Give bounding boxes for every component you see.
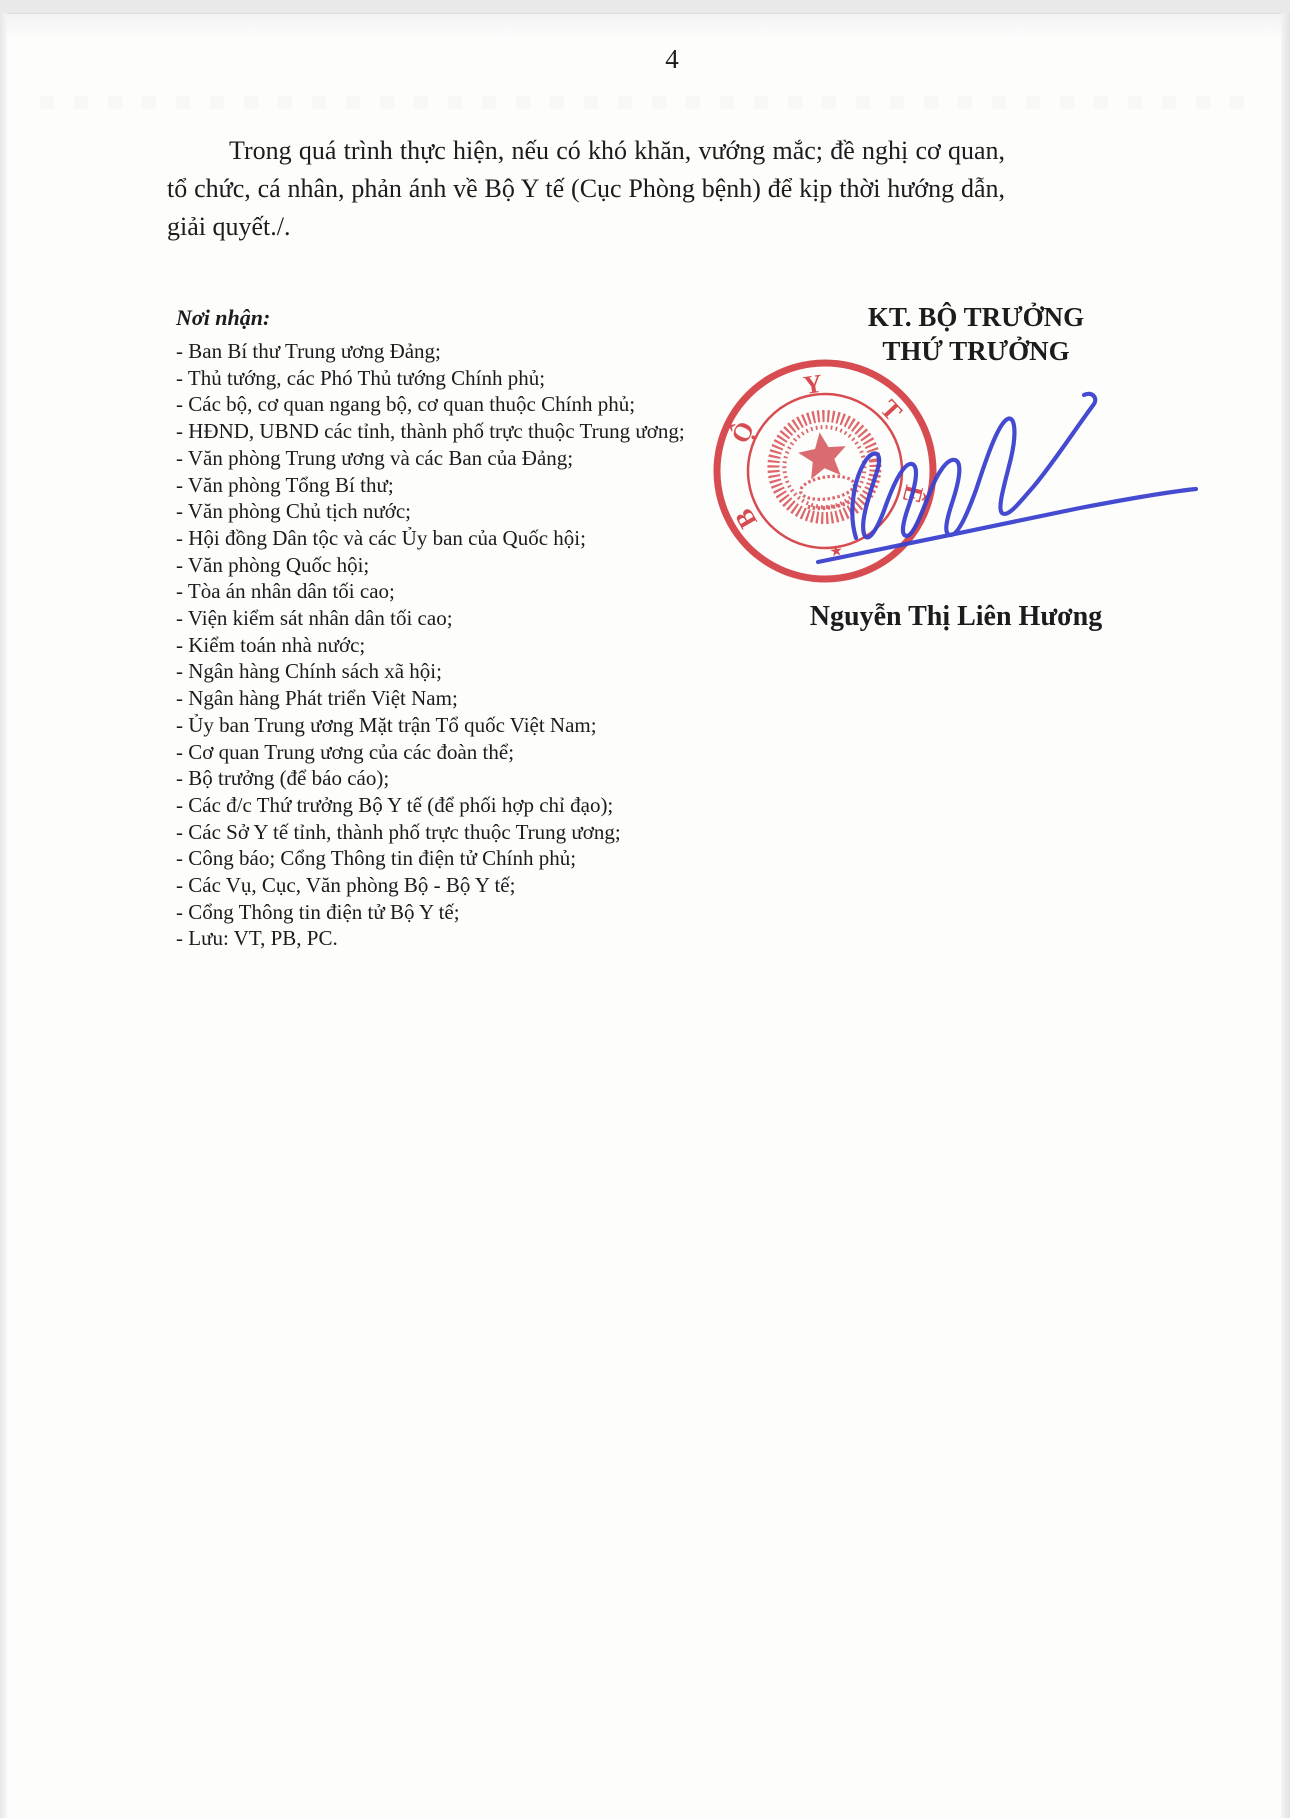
recipient-item: - Tòa án nhân dân tối cao; (176, 579, 395, 604)
seal-letter: Ế (896, 482, 930, 507)
recipient-item: - Hội đồng Dân tộc và các Ủy ban của Quốc hội; (176, 525, 586, 550)
recipient-item: - Ủy ban Trung ương Mặt trận Tổ quốc Việt Nam; (176, 712, 597, 737)
paragraph-line: giải quyết./. (167, 212, 291, 241)
recipient-item: - Ban Bí thư Trung ương Đảng; (176, 339, 441, 363)
recipient-item: - Kiểm toán nhà nước; (176, 632, 366, 657)
paragraph-line: Trong quá trình thực hiện, nếu có khó khăn, vướng mắc; đề nghị cơ quan, (229, 136, 1005, 165)
signature-underline (818, 489, 1196, 562)
signature-stroke (852, 394, 1095, 538)
recipient-item: - Các đ/c Thứ trưởng Bộ Y tế (để phối hợp chỉ đạo); (176, 792, 614, 817)
recipient-item: - Viện kiểm sát nhân dân tối cao; (176, 606, 453, 631)
official-seal (708, 354, 942, 588)
scan-noise-band (40, 96, 1250, 109)
emblem-star (796, 429, 850, 480)
recipient-item: - Cơ quan Trung ương của các đoàn thể; (176, 739, 515, 764)
recipients-list (176, 338, 736, 952)
seal-star-icon: ★ (829, 542, 844, 559)
signature-title (720, 300, 1232, 368)
recipient-item: - Ngân hàng Phát triển Việt Nam; (176, 686, 458, 711)
deputy-minister-title: THỨ TRƯỞNG (882, 336, 1070, 366)
recipients-heading: Nơi nhận: (176, 305, 271, 330)
recipient-item: - Văn phòng Trung ương và các Ban của Đảng; (176, 445, 574, 470)
recipient-item: - Bộ trưởng (để báo cáo); (176, 766, 390, 791)
signer-name: Nguyễn Thị Liên Hương (809, 601, 1103, 632)
recipient-item: - HĐND, UBND các tỉnh, thành phố trực thuộc Trung ương; (176, 419, 685, 444)
seal-letter: T (874, 394, 908, 427)
body-paragraph (167, 132, 1005, 246)
recipient-item: - Ngân hàng Chính sách xã hội; (176, 659, 442, 684)
recipient-item: - Các Sở Y tế tỉnh, thành phố trực thuộc Trung ương; (176, 819, 621, 844)
recipient-item: - Cổng Thông tin điện tử Bộ Y tế; (176, 899, 460, 924)
recipient-item: - Công báo; Cổng Thông tin điện tử Chính phủ; (176, 846, 577, 871)
recipient-item: - Lưu: VT, PB, PC. (176, 926, 338, 951)
handwritten-signature (740, 330, 1220, 590)
recipient-item: - Văn phòng Tổng Bí thư; (176, 472, 394, 497)
seal-letter: Y (801, 368, 825, 401)
page-number: 4 (665, 44, 679, 74)
acting-minister-title: KT. BỘ TRƯỞNG (867, 302, 1085, 332)
seal-outer-ring (708, 354, 942, 588)
scan-edge-top-fade (0, 14, 1290, 40)
recipient-item: - Thủ tướng, các Phó Thủ tướng Chính phủ; (176, 365, 546, 390)
national-emblem-icon (767, 409, 882, 524)
recipient-item: - Các bộ, cơ quan ngang bộ, cơ quan thuộc Chính phủ; (176, 392, 636, 417)
scan-edge-left (0, 13, 7, 1818)
recipient-item: - Các Vụ, Cục, Văn phòng Bộ - Bộ Y tế; (176, 873, 516, 898)
recipient-item: - Văn phòng Chủ tịch nước; (176, 499, 411, 524)
seal-letter: Ộ (725, 416, 761, 448)
scan-edge-right (1281, 13, 1290, 1818)
paragraph-line: tổ chức, cá nhân, phản ánh về Bộ Y tế (Cục Phòng bệnh) để kịp thời hướng dẫn, (167, 174, 1005, 203)
seal-inner-ring (738, 384, 912, 558)
seal-letter: B (729, 503, 763, 534)
recipient-item: - Văn phòng Quốc hội; (176, 552, 370, 577)
scan-edge-top (0, 0, 1290, 14)
